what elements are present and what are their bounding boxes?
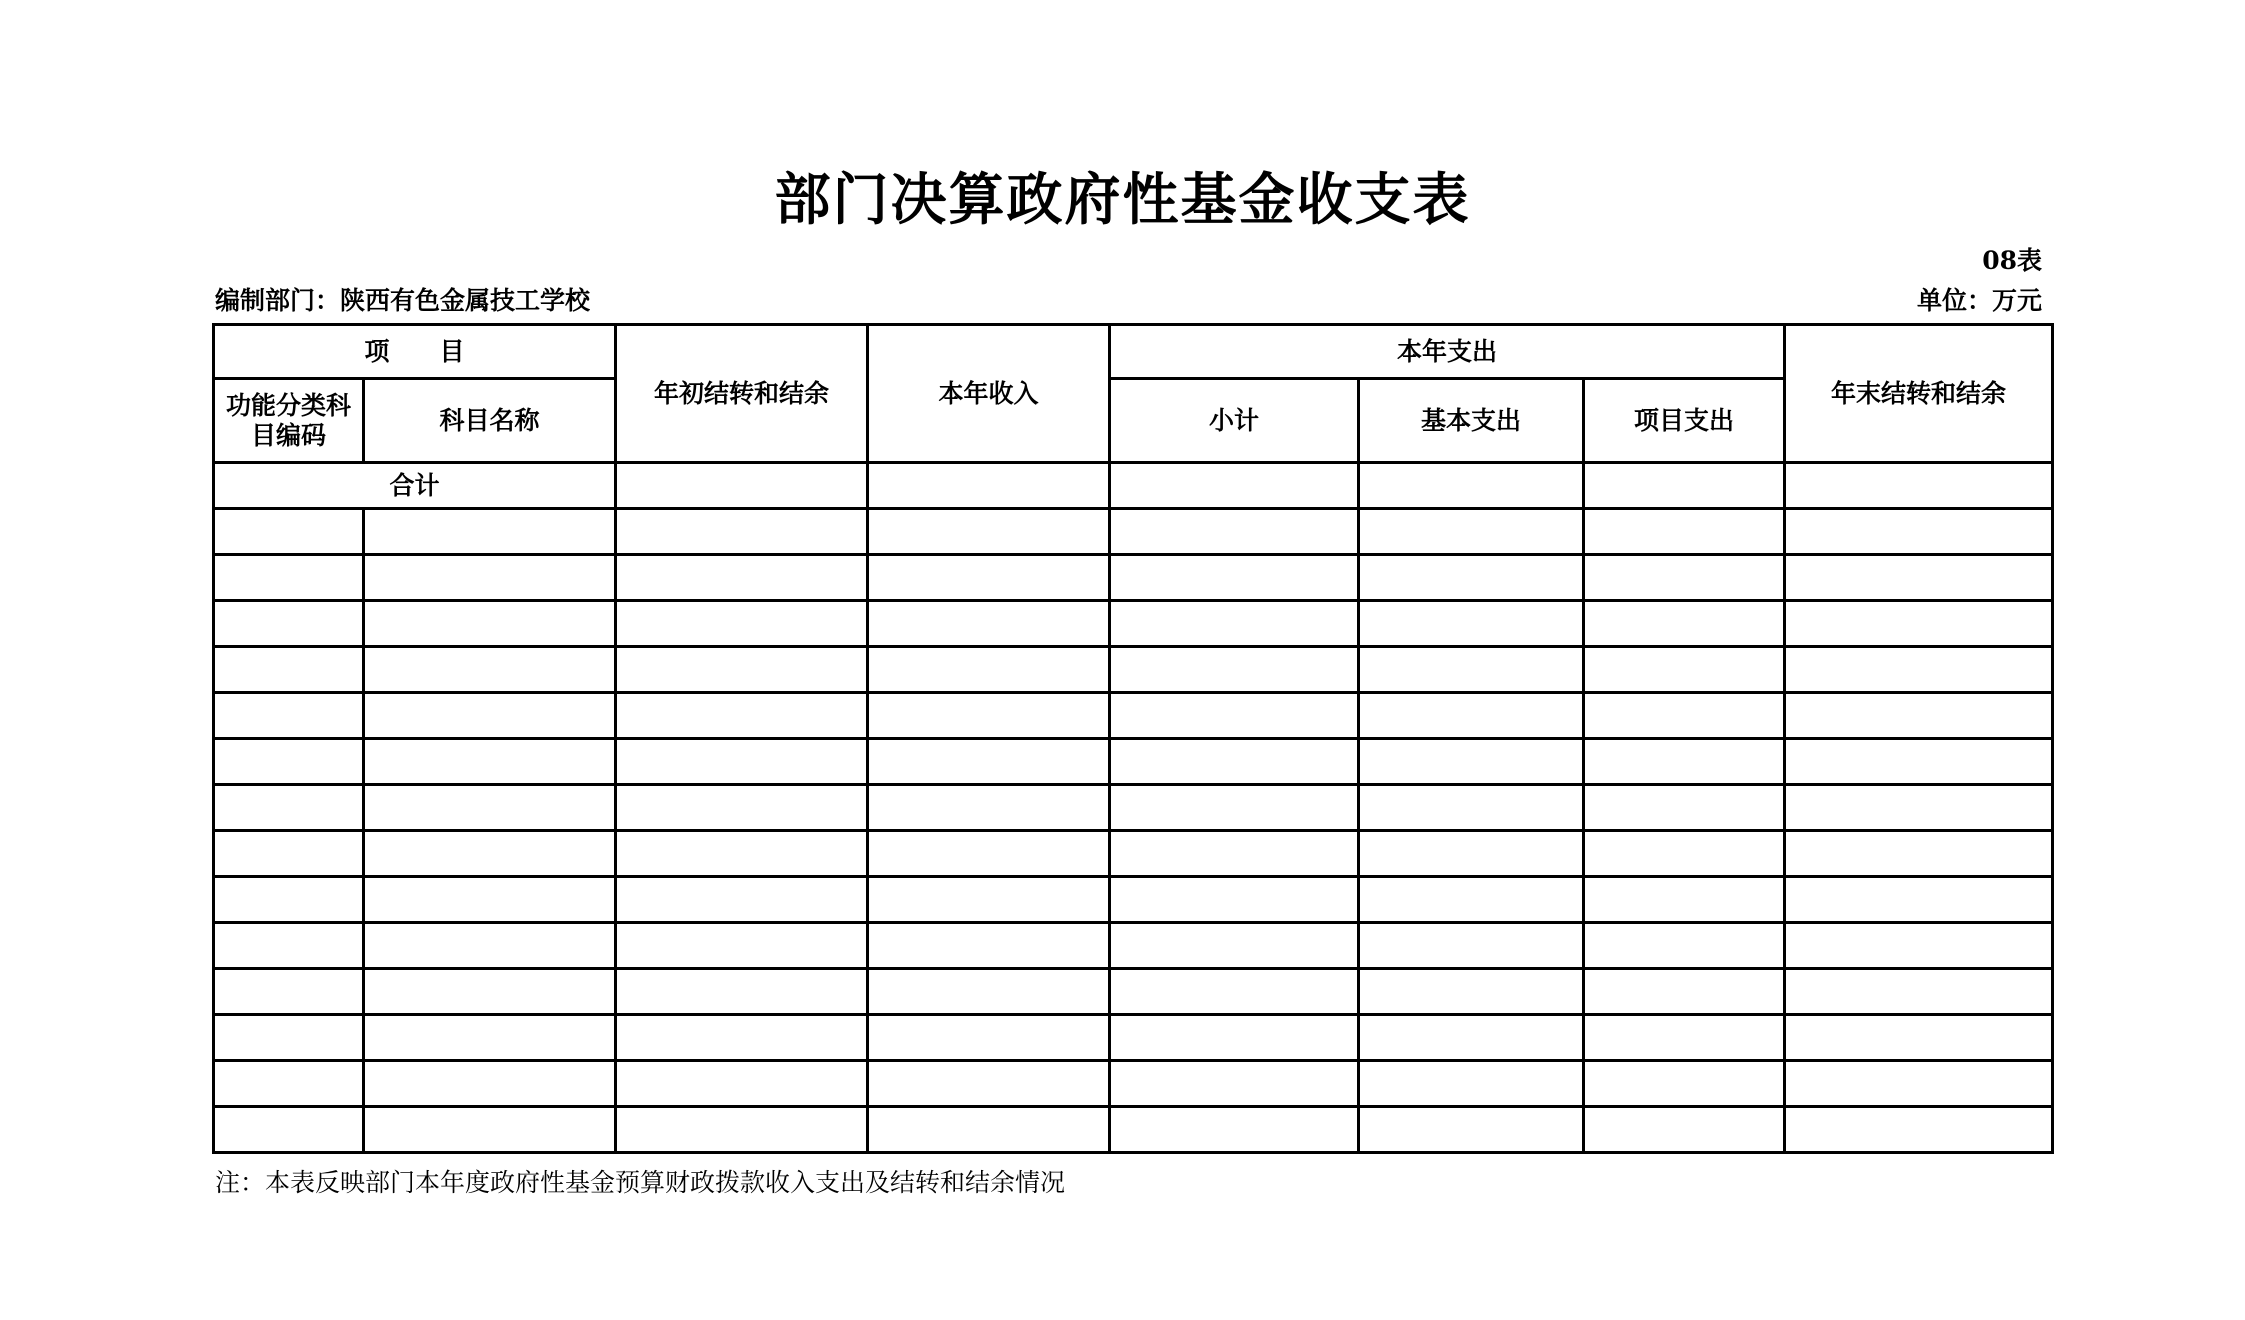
table-cell: [616, 555, 868, 601]
table-cell: [1110, 969, 1359, 1015]
table-cell: [1110, 739, 1359, 785]
table-cell: [1110, 693, 1359, 739]
table-row: [214, 1107, 2053, 1153]
table-cell: [1584, 785, 1785, 831]
table-cell: [1584, 693, 1785, 739]
table-row: [214, 1061, 2053, 1107]
table-cell: [1359, 509, 1584, 555]
table-cell: [1785, 555, 2053, 601]
table-cell: [364, 647, 616, 693]
unit-label: 单位：: [1916, 286, 1992, 315]
header-item: 项 目: [214, 325, 616, 379]
table-cell: [364, 877, 616, 923]
table-cell: [214, 1061, 364, 1107]
table-row: [214, 831, 2053, 877]
header-subject-name: 科目名称: [364, 379, 616, 463]
table-cell: [868, 831, 1110, 877]
table-cell: [214, 693, 364, 739]
table-cell: [868, 969, 1110, 1015]
table-cell: [1110, 831, 1359, 877]
table-cell: [364, 739, 616, 785]
table-cell: [616, 739, 868, 785]
table-cell: [1785, 463, 2053, 509]
table-cell: [364, 785, 616, 831]
table-cell: [1359, 969, 1584, 1015]
table-cell: [1785, 923, 2053, 969]
table-cell: [1110, 1061, 1359, 1107]
table-cell: [1785, 831, 2053, 877]
table-cell: [616, 693, 868, 739]
table-cell: [214, 647, 364, 693]
table-cell: [868, 693, 1110, 739]
header-end-balance: 年末结转和结余: [1785, 325, 2053, 463]
table-cell: [1110, 601, 1359, 647]
table-cell: [214, 1107, 364, 1153]
table-cell: [616, 1061, 868, 1107]
table-cell: [1584, 1107, 1785, 1153]
table-cell: [868, 1061, 1110, 1107]
table-row: [214, 739, 2053, 785]
table-cell: [868, 923, 1110, 969]
table-cell: [364, 555, 616, 601]
table-cell: [364, 1061, 616, 1107]
table-cell: [1110, 923, 1359, 969]
table-cell: [1359, 647, 1584, 693]
header-income: 本年收入: [868, 325, 1110, 463]
table-cell: [1584, 601, 1785, 647]
table-cell: [616, 923, 868, 969]
table-cell: [364, 831, 616, 877]
table-cell: [214, 601, 364, 647]
table-cell: [1110, 509, 1359, 555]
table-cell: [868, 647, 1110, 693]
table-cell: [868, 463, 1110, 509]
table-cell: [1785, 601, 2053, 647]
department-line: [215, 285, 590, 317]
table-cell: [1110, 785, 1359, 831]
table-cell: [868, 785, 1110, 831]
table-row: [214, 1015, 2053, 1061]
table-cell: [1110, 555, 1359, 601]
table-cell: [616, 509, 868, 555]
table-cell: [214, 877, 364, 923]
table-cell: [1359, 923, 1584, 969]
table-cell: [1110, 1107, 1359, 1153]
table-cell: [364, 1107, 616, 1153]
table-cell: [868, 1015, 1110, 1061]
header-row-2: [214, 379, 2053, 463]
table-cell: [1359, 601, 1584, 647]
table-row: [214, 555, 2053, 601]
header-func-code: 功能分类科目编码: [214, 379, 364, 463]
table-cell: [1584, 739, 1785, 785]
table-cell: [364, 693, 616, 739]
table-row: [214, 693, 2053, 739]
table-cell: [1359, 555, 1584, 601]
fund-table: [212, 323, 2054, 1154]
table-cell: [1584, 969, 1785, 1015]
table-cell: [868, 877, 1110, 923]
table-cell: [214, 831, 364, 877]
department-name: 陕西有色金属技工学校: [340, 286, 591, 315]
table-cell: [214, 969, 364, 1015]
table-cell: [214, 923, 364, 969]
header-begin-balance: 年初结转和结余: [616, 325, 868, 463]
table-cell: [616, 463, 868, 509]
table-cell: [1359, 785, 1584, 831]
table-cell: [1110, 647, 1359, 693]
header-project-expense: 项目支出: [1584, 379, 1785, 463]
table-cell: [1785, 785, 2053, 831]
table-cell: [1359, 831, 1584, 877]
table-cell: [1785, 1015, 2053, 1061]
total-label: 合计: [214, 463, 616, 509]
table-cell: [616, 601, 868, 647]
table-cell: [1584, 509, 1785, 555]
table-cell: [1584, 463, 1785, 509]
table-cell: [868, 601, 1110, 647]
table-cell: [364, 509, 616, 555]
table-cell: [1584, 923, 1785, 969]
table-cell: [868, 555, 1110, 601]
table-cell: [1359, 877, 1584, 923]
table-cell: [364, 969, 616, 1015]
table-row: [214, 509, 2053, 555]
table-cell: [1584, 1015, 1785, 1061]
table-cell: [1359, 739, 1584, 785]
table-cell: [1584, 877, 1785, 923]
table-cell: [1359, 693, 1584, 739]
table-cell: [868, 1107, 1110, 1153]
table-cell: [214, 739, 364, 785]
table-row: [214, 877, 2053, 923]
table-cell: [1785, 509, 2053, 555]
header-subtotal: 小计: [1110, 379, 1359, 463]
table-cell: [1359, 1107, 1584, 1153]
table-cell: [1785, 1107, 2053, 1153]
table-cell: [1359, 1015, 1584, 1061]
header-expense: 本年支出: [1110, 325, 1785, 379]
table-cell: [364, 601, 616, 647]
unit-line: [1917, 285, 2042, 317]
table-cell: [616, 647, 868, 693]
header-basic-expense: 基本支出: [1359, 379, 1584, 463]
table-cell: [1359, 1061, 1584, 1107]
table-cell: [1110, 877, 1359, 923]
table-cell: [214, 1015, 364, 1061]
header-row-1: [214, 325, 2053, 379]
table-cell: [616, 877, 868, 923]
table-cell: [616, 1107, 868, 1153]
table-row: [214, 969, 2053, 1015]
table-cell: [616, 831, 868, 877]
table-cell: [868, 739, 1110, 785]
table-cell: [1785, 1061, 2053, 1107]
table-cell: [1359, 463, 1584, 509]
table-row: [214, 601, 2053, 647]
table-cell: [1785, 693, 2053, 739]
table-cell: [616, 785, 868, 831]
table-row: [214, 923, 2053, 969]
table-cell: [1110, 463, 1359, 509]
table-cell: [1110, 1015, 1359, 1061]
table-cell: [1785, 739, 2053, 785]
table-cell: [214, 785, 364, 831]
total-row: [214, 463, 2053, 509]
unit-value: 万元: [1991, 286, 2042, 315]
table-cell: [616, 1015, 868, 1061]
table-row: [214, 785, 2053, 831]
table-cell: [616, 969, 868, 1015]
table-cell: [868, 509, 1110, 555]
table-row: [214, 647, 2053, 693]
table-cell: [1584, 555, 1785, 601]
table-cell: [364, 923, 616, 969]
department-label: 编制部门：: [215, 286, 341, 315]
table-cell: [364, 1015, 616, 1061]
table-cell: [1584, 831, 1785, 877]
table-cell: [1785, 647, 2053, 693]
form-number: 08表: [1982, 246, 2042, 275]
table-cell: [214, 555, 364, 601]
table-cell: [1785, 877, 2053, 923]
table-cell: [1584, 647, 1785, 693]
table-cell: [1584, 1061, 1785, 1107]
document-title: 部门决算政府性基金收支表: [774, 167, 1471, 233]
table-cell: [214, 509, 364, 555]
footnote: 注：本表反映部门本年度政府性基金预算财政拨款收入支出及结转和结余情况: [215, 1168, 1066, 1197]
table-cell: [1785, 969, 2053, 1015]
